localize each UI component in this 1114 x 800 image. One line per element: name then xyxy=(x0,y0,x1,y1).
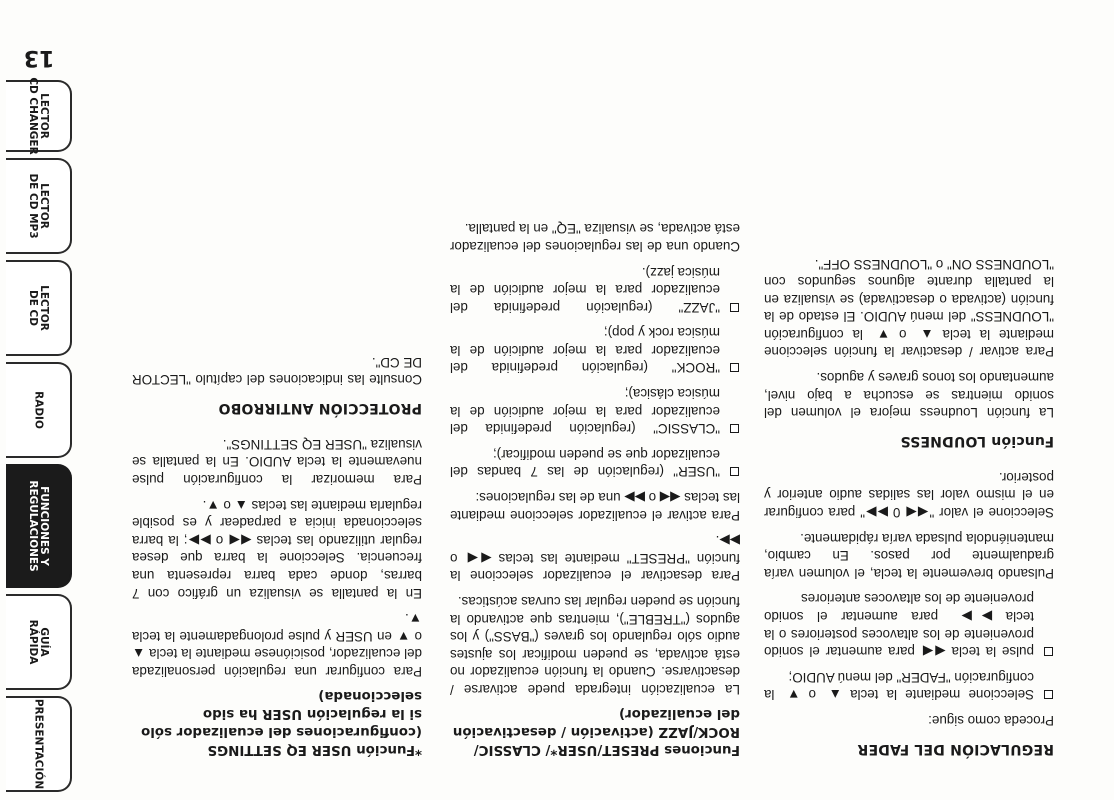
fader-intro: Proceda como sigue: xyxy=(928,713,1054,728)
tab-label: LECTOR DE CD xyxy=(27,285,50,331)
tab-presentacion[interactable] xyxy=(6,696,72,792)
tab-lector-cd-mp3[interactable] xyxy=(6,158,72,254)
eq-option-classic-text: "CLASSIC" (regulación predefinida del ecualizador para la mejor audición de la música clásica); xyxy=(450,386,720,437)
tab-lector-cd-changer[interactable] xyxy=(6,77,72,155)
eq-option-rock-text: "ROCK" (regulación predefinida del ecualizador para la mejor audición de la música rock y pop); xyxy=(450,325,720,376)
eq-option-user-text: "USER" (regulación de las 7 bandas del ecualizador que se pueden modificar); xyxy=(450,446,720,480)
fader-step-1-text: Seleccione mediante la tecla ▲ o ▼ la configuración "FADER" del menú AUDIO; xyxy=(764,669,1034,703)
column-fader-loudness xyxy=(764,247,1054,758)
checkbox-bullet-icon xyxy=(730,364,739,373)
tab-radio[interactable] xyxy=(6,362,72,458)
equalizer-paragraph-3: Para activar el ecualizador seleccione mediante las teclas ◀◀ o ▶▶ una de las regulaciones: xyxy=(450,490,740,523)
fader-step-2 xyxy=(764,590,1054,660)
loudness-paragraph-2: Para activar / desactivar la función seleccione mediante la tecla ▲ o ▼ la configuración "LOUDNESS" del menú AUDIO. El estado de la función (activada o desactivada) se visualiza en la pantalla durante algunos segundos con "LOUDNESS ON" o "LOUDNESS OFF". xyxy=(764,256,1054,360)
tab-funciones-regulaciones[interactable] xyxy=(6,464,72,588)
checkbox-bullet-icon xyxy=(1044,647,1053,656)
user-eq-paragraph-1: Para configurar una regulación personalizada del ecualizador, posiciónese mediante la tecla ▲ o ▼ en USER y pulse prolongadamente la tecla ▼. xyxy=(132,611,422,679)
column-user-eq xyxy=(132,345,422,758)
tab-lector-cd[interactable] xyxy=(6,260,72,356)
checkbox-bullet-icon xyxy=(730,424,739,433)
equalizer-paragraph-2: Para desactivar el ecualizador seleccione la función "PRESET" mediante las teclas ◀◀ o ▶▶. xyxy=(450,533,740,584)
fader-step-2-text: pulse la tecla ◀◀ para aumentar el sonido proveniente de los altavoces posteriores o la tecla ▶▶ para aumentar el sonido proveniente de los altavoces anteriores xyxy=(764,591,1034,660)
equalizer-paragraph-1: La ecualización integrada puede activarse / desactivarse. Cuando la función ecualizador no está activada, se pueden modificar los ajustes audio sólo regulando los graves ("BASS") y los agudos ("TREBLE"), mientras que activando la función se pueden regular las curvas acústicas. xyxy=(450,594,740,697)
section-tabs xyxy=(0,0,78,800)
eq-option-rock xyxy=(450,324,740,377)
checkbox-bullet-icon xyxy=(730,303,739,312)
fader-heading: REGULACIÓN DEL FADER xyxy=(857,741,1054,757)
tab-label: LECTOR DE CD MP3 xyxy=(27,173,50,239)
loudness-heading: Función LOUDNESS xyxy=(900,433,1054,450)
tab-label: RADIO xyxy=(32,391,45,429)
antitheft-paragraph: Consulte las indicaciones del capítulo "LECTOR DE CD". xyxy=(132,354,422,388)
user-eq-paragraph-2: En la pantalla se visualiza un gráfico con 7 barras, donde cada barra representa una frecuencia. Seleccione la barra que desea regular utilizando las teclas ◀◀ o ▶▶; la barra seleccionada inicia a parpadear y es posible regularla mediante las teclas ▲ o ▼. xyxy=(132,497,422,601)
checkbox-bullet-icon xyxy=(730,467,739,476)
eq-option-classic xyxy=(450,385,740,438)
equalizer-paragraph-4: Cuando una de las regulaciones del ecualizador está activada, se visualiza "EQ" en la pantalla. xyxy=(450,221,740,254)
tab-guia-rapida[interactable] xyxy=(6,594,72,690)
eq-option-jazz xyxy=(450,263,740,316)
fader-paragraph-1: Pulsando brevemente la tecla, el volumen varía gradualmente por pasos. En cambio, manteniéndola pulsada varía rápidamente. xyxy=(764,530,1054,581)
fader-paragraph-2: Seleccione el valor "◀◀ 0 ▶▶" para configurar en el mismo valor las salidas audio anterior y posterior. xyxy=(764,469,1054,521)
user-eq-heading: *Función USER EQ SETTINGS (configuraciones del ecualizador sólo si la regulación USER ha sido seleccionada) xyxy=(141,688,422,757)
tab-label: FUNCIONES Y REGULACIONES xyxy=(27,480,50,572)
antitheft-heading: PROTECCIÓN ANTIRROBO xyxy=(218,400,422,417)
user-eq-paragraph-3: Para memorizar la configuración pulse nuevamente la tecla AUDIO. En la pantalla se visualiza "USER EQ SETTINGS". xyxy=(132,436,422,488)
preset-heading: Funciones PRESET/USER*/ CLASSIC/ ROCK/JAZZ (activación / desactivación del ecualizador) xyxy=(452,706,740,757)
checkbox-bullet-icon xyxy=(1044,690,1053,699)
page-number: 13 xyxy=(23,45,55,70)
tab-label: PRESENTACIÓN xyxy=(32,698,45,790)
loudness-paragraph-1: La función Loudness mejora el volumen del sonido mientras se escucha a bajo nivel, aumentando los tonos graves y agudos. xyxy=(764,370,1054,421)
tab-label: GUÍA RÁPIDA xyxy=(27,619,50,665)
eq-option-user xyxy=(450,445,740,480)
tab-label: LECTOR CD CHANGER xyxy=(27,77,50,155)
fader-step-1 xyxy=(764,668,1054,703)
column-equalizer xyxy=(450,212,740,758)
eq-option-jazz-text: "JAZZ" (regulación predefinida del ecualizador para la mejor audición de la música jazz). xyxy=(450,264,720,315)
